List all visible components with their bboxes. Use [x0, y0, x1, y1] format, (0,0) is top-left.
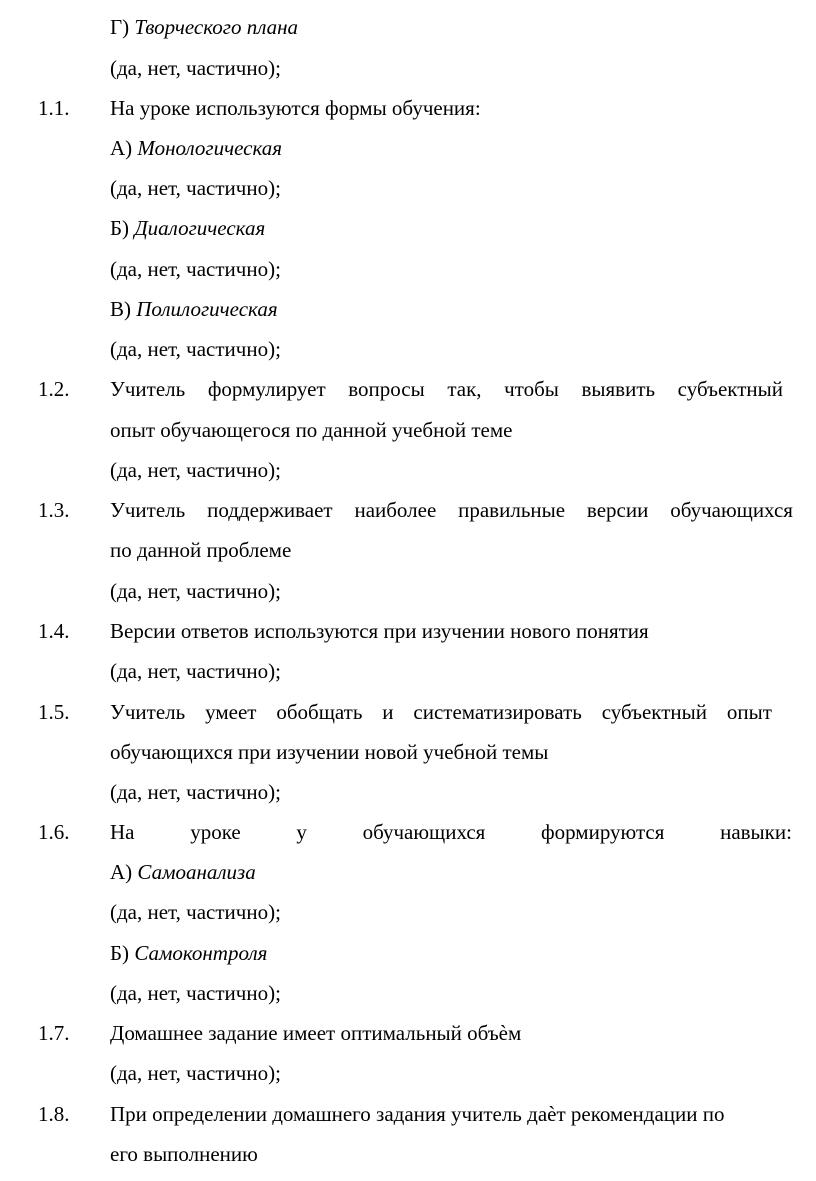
answer-options-text: (да, нет, частично); [110, 1061, 281, 1085]
item-text: по данной проблеме [110, 538, 292, 562]
item-number: 1.6. [38, 820, 70, 844]
word: систематизировать [413, 700, 582, 724]
answer-options-text: (да, нет, частично); [110, 900, 281, 924]
item-text: опыт обучающегося по данной учебной теме [110, 418, 513, 442]
option-label: А) [110, 136, 133, 160]
word: Учитель [110, 498, 186, 522]
word: наиболее [354, 498, 437, 522]
word: версии [586, 498, 649, 522]
word: выявить [581, 377, 656, 401]
item-text: Версии ответов используются при изучении нового понятия [110, 619, 649, 643]
item-text: обучающихся при изучении новой учебной темы [110, 740, 549, 764]
word: правильные [458, 498, 566, 522]
word: умеет [205, 700, 257, 724]
word: так, [447, 377, 482, 401]
word: обучающихся [670, 498, 793, 522]
option-text: Самоанализа [137, 860, 256, 884]
item-number: 1.8. [38, 1102, 70, 1126]
option-label: В) [110, 297, 131, 321]
option-text: Самоконтроля [134, 941, 268, 965]
answer-options-text: (да, нет, частично); [110, 56, 281, 80]
item-number: 1.3. [38, 498, 70, 522]
option-text: Диалогическая [134, 216, 266, 240]
word: опыт [726, 700, 772, 724]
item-number: 1.4. [38, 619, 70, 643]
word: вопросы [348, 377, 425, 401]
answer-options-text: (да, нет, частично); [110, 981, 281, 1005]
word: формулирует [207, 377, 326, 401]
word: и [382, 700, 394, 724]
word: обобщать [276, 700, 363, 724]
word: навыки: [720, 820, 792, 844]
item-number: 1.2. [38, 377, 70, 401]
item-text-justified [110, 820, 792, 844]
answer-options-text: (да, нет, частично); [110, 176, 281, 200]
answer-options-text: (да, нет, частично); [110, 257, 281, 281]
answer-options-text: (да, нет, частично); [110, 337, 281, 361]
word: субъектный [677, 377, 783, 401]
item-text: Домашнее задание имеет оптимальный объѐм [110, 1021, 522, 1045]
answer-options-text: (да, нет, частично); [110, 579, 281, 603]
item-text: его выполнению [110, 1142, 258, 1166]
option-text: Творческого плана [134, 15, 299, 39]
word: формируются [541, 820, 665, 844]
word: уроке [190, 820, 241, 844]
option-label: Б) [110, 941, 130, 965]
item-text: На уроке используются формы обучения: [110, 96, 481, 120]
answer-options-text: (да, нет, частично); [110, 458, 281, 482]
item-text: При определении домашнего задания учитель даѐт рекомендации по [110, 1102, 725, 1126]
item-number: 1.7. [38, 1021, 70, 1045]
word: субъектный [601, 700, 708, 724]
option-text: Монологическая [137, 136, 283, 160]
item-number: 1.1. [38, 96, 70, 120]
option-label: Г) [110, 15, 130, 39]
option-text: Полилогическая [136, 297, 278, 321]
answer-options-text: (да, нет, частично); [110, 659, 281, 683]
option-label: Б) [110, 216, 130, 240]
word: чтобы [504, 377, 559, 401]
item-text-justified [110, 377, 783, 401]
word: обучающихся [362, 820, 486, 844]
item-number: 1.5. [38, 700, 70, 724]
word: Учитель [110, 377, 186, 401]
word: На [110, 820, 135, 844]
word: поддерживает [207, 498, 333, 522]
item-text-justified [110, 498, 793, 522]
item-text-justified [110, 700, 772, 724]
option-label: А) [110, 860, 133, 884]
word: Учитель [110, 700, 186, 724]
answer-options-text: (да, нет, частично); [110, 780, 281, 804]
word: у [296, 820, 307, 844]
